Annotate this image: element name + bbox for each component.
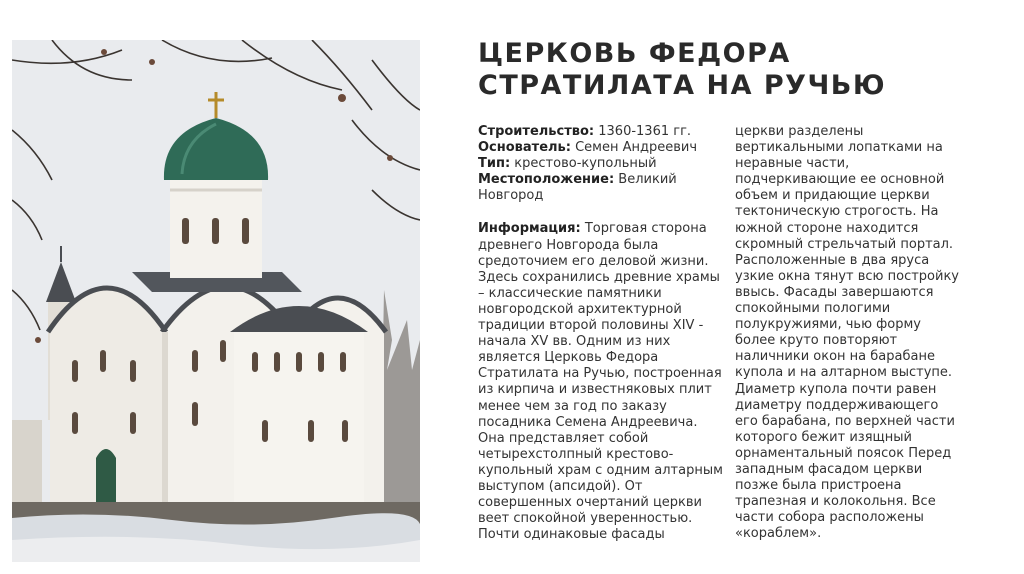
- portal-door: [96, 449, 116, 502]
- founder-row: [478, 140, 724, 156]
- founder-label: Основатель:: [478, 140, 571, 156]
- founder-value: Семен Андреевич: [570, 140, 698, 156]
- location-label: Местоположение:: [478, 172, 615, 188]
- info-text-left: Торговая сторона древнего Новгорода была средоточием его деловой жизни. Здесь сохранились древние храмы – классические памятники новгородской архитектурной традиции второй половины XIV - начала XV вв. Одним из них является Церковь Федора Стратилата на Ручью, построенная из кирпича и известняковых плит менее чем за год по заказу посадника Семена Андреевича. Она представляет собой четырехстолпный крестово-купольный храм с одним алтарным выступом (апсидой). От совершенных очертаний церкви веет спокойной уверенностью. Почти одинаковые фасады: [478, 221, 723, 543]
- location-row: [478, 172, 724, 204]
- type-label: Тип:: [478, 156, 511, 172]
- info-label: Информация:: [478, 221, 581, 237]
- type-row: [478, 156, 724, 172]
- text-column-left: [478, 124, 724, 543]
- side-building: [12, 420, 42, 510]
- meta-block: [478, 124, 724, 204]
- location-value: Великий Новгород: [478, 172, 677, 204]
- pilaster: [162, 332, 168, 502]
- info-paragraph: [478, 221, 724, 543]
- title-line-2: СТРАТИЛАТА НА РУЧЬЮ: [478, 70, 887, 101]
- text-column-right: [735, 124, 965, 542]
- construction-value: 1360-1361 гг.: [594, 124, 692, 139]
- church-photo: [12, 40, 420, 562]
- title-line-1: ЦЕРКОВЬ ФЕДОРА: [478, 38, 791, 69]
- construction-row: [478, 124, 724, 140]
- page-title: [478, 38, 1008, 102]
- type-value: крестово-купольный: [510, 156, 657, 172]
- info-text-right: церкви разделены вертикальными лопатками на неравные части, подчеркивающие ее основной объем и придающие церкви тектоническую строгость. На южной стороне находится скромный стрельчатый портал. Расположенные в два яруса узкие окна тянут всю постройку ввысь. Фасады завершаются спокойными пологими полукружиями, чью форму более круто повторяют наличники окон на барабане купола и на алтарном выступе. Диаметр купола почти равен диаметру поддерживающего его барабана, по верхней части которого бежит изящный орнаментальный поясок Перед западным фасадом церкви позже была пристроена трапезная и колокольня. Все части собора расположены «кораблем».: [735, 124, 959, 542]
- construction-label: Строительство:: [478, 124, 595, 139]
- church-illustration: [12, 40, 420, 562]
